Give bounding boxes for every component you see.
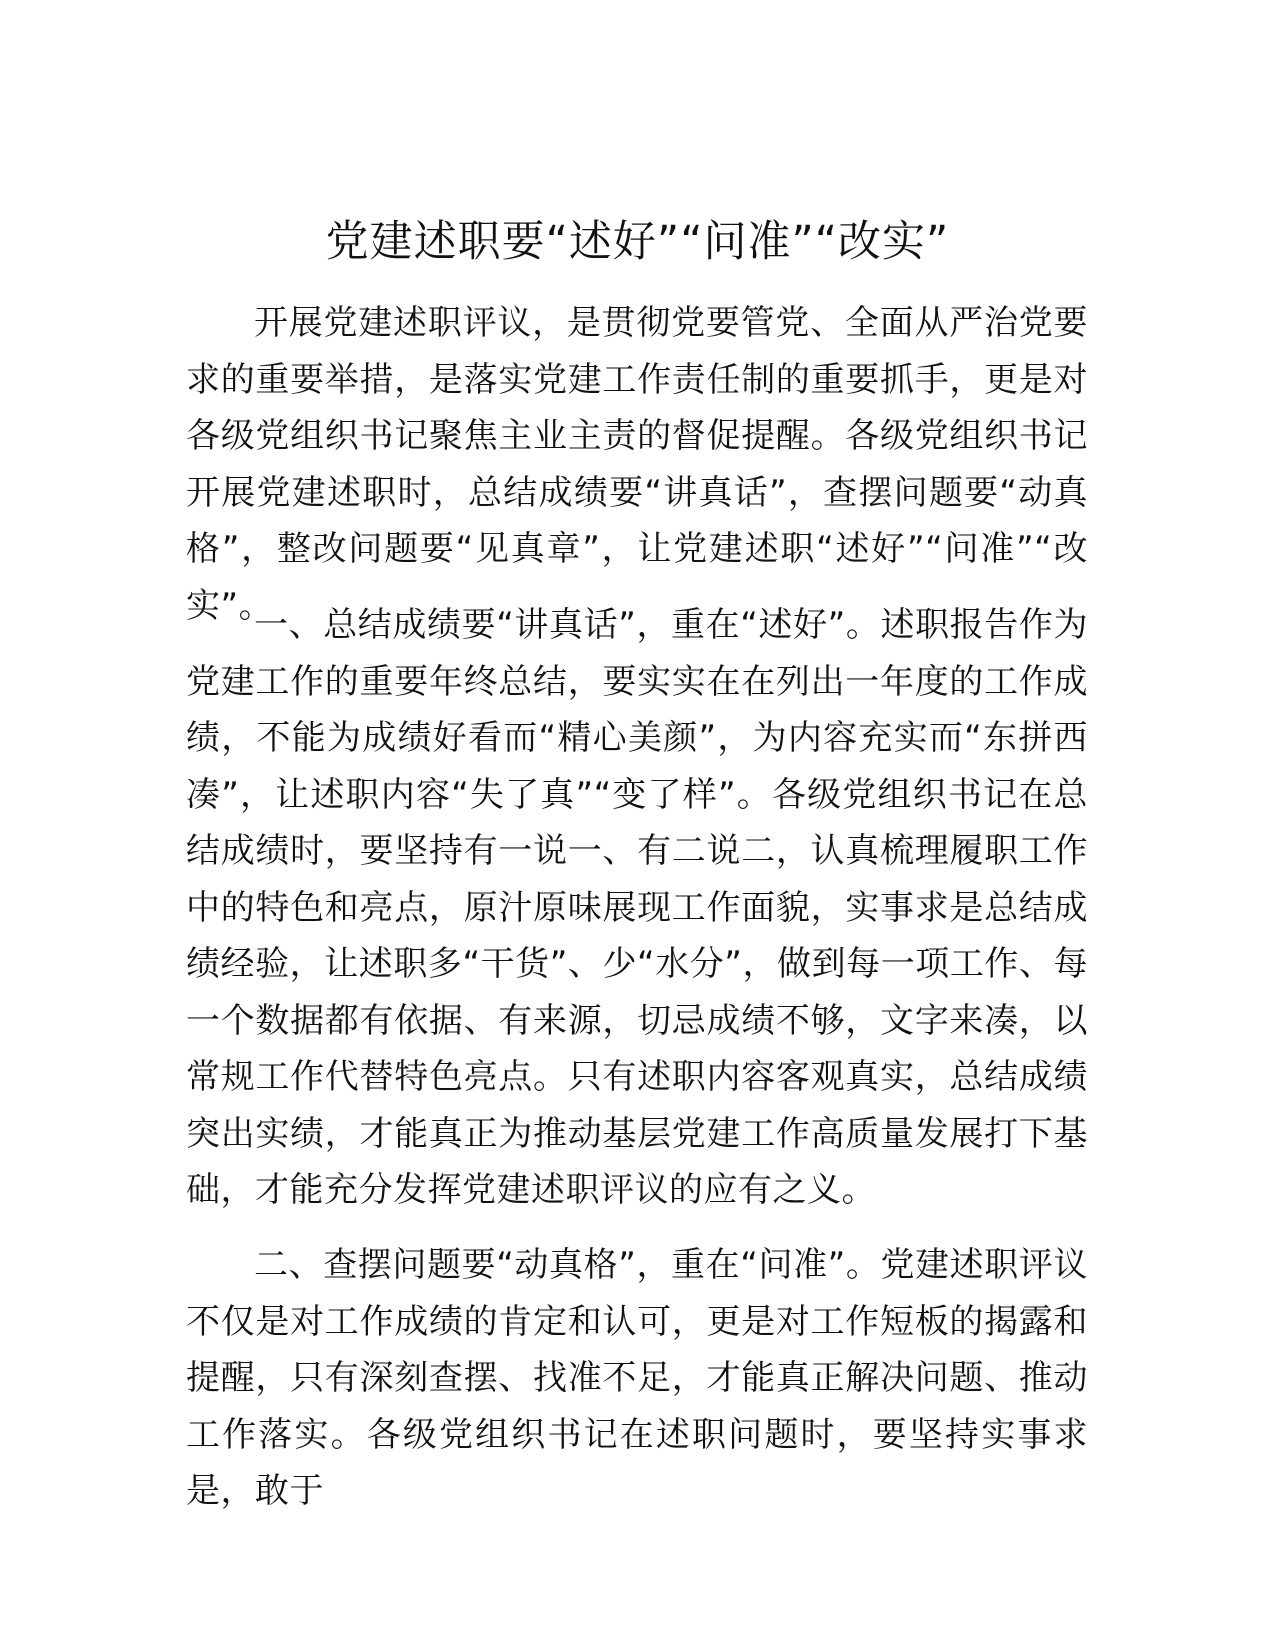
paragraph-intro: 开展党建述职评议，是贯彻党要管党、全面从严治党要求的重要举措，是落实党建工作责任制的重要抓手，更是对各级党组织书记聚焦主业主责的督促提醒。各级党组织书记开展党建述职时，总结成绩要“讲真话”，查摆问题要“动真格”，整改问题要“见真章”，让党建述职“述好”“问准”“改实”。 [186,303,1088,626]
paragraph-section-two: 二、查摆问题要“动真格”，重在“问准”。党建述职评议不仅是对工作成绩的肯定和认可，更是对工作短板的揭露和提醒，只有深刻查摆、找准不足，才能真正解决问题、推动工作落实。各级党组织书记在述职问题时，要坚持实事求是，敢于 [186,1245,1088,1511]
document-title: 党建述职要“述好”“问准”“改实” [325,217,950,267]
paragraph-section-one: 一、总结成绩要“讲真话”，重在“述好”。述职报告作为党建工作的重要年终总结，要实实在在列出一年度的工作成绩，不能为成绩好看而“精心美颜”，为内容充实而“东拼西凑”，让述职内容“失了真”“变了样”。各级党组织书记在总结成绩时，要坚持有一说一、有二说二，认真梳理履职工作中的特色和亮点，原汁原味展现工作面貌，实事求是总结成绩经验，让述职多“干货”、少“水分”，做到每一项工作、每一个数据都有依据、有来源，切忌成绩不够，文字来凑，以常规工作代替特色亮点。只有述职内容客观真实，总结成绩突出实绩，才能真正为推动基层党建工作高质量发展打下基础，才能充分发挥党建述职评议的应有之义。 [186,605,1088,1210]
